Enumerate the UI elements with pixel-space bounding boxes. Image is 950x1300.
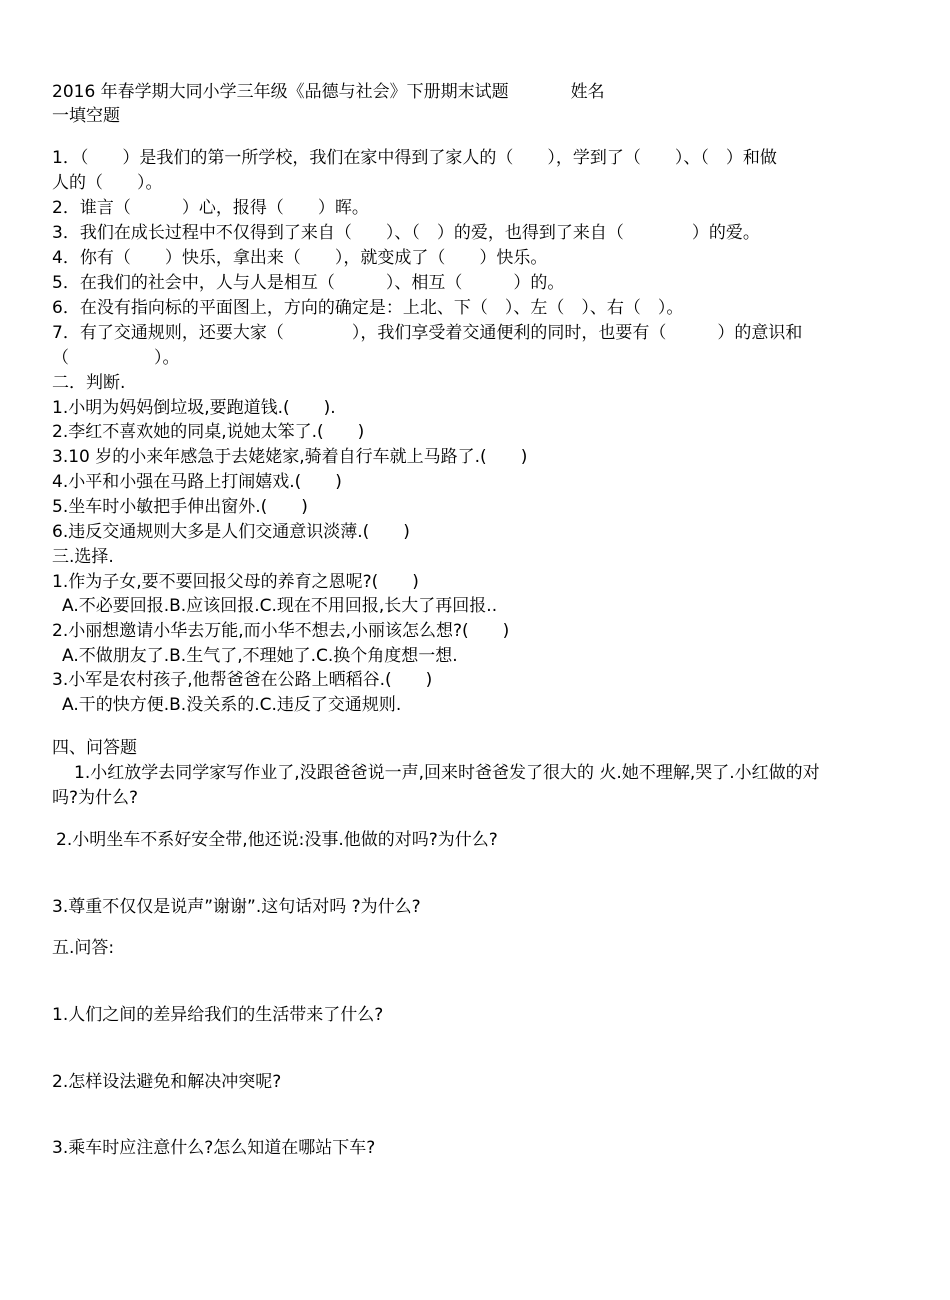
judge-item: 3.10 岁的小来年感急于去姥姥家,骑着自行车就上马路了.( )	[52, 447, 528, 467]
fill-q1-line1: 1．（ ）是我们的第一所学校，我们在家中得到了家人的（ ），学到了（ ）、（ ）和做	[52, 148, 777, 168]
fill-q5: 5．在我们的社会中，人与人是相互（ ）、相互（ ）的。	[52, 273, 565, 293]
judge-item: 1.小明为妈妈倒垃圾,要跑道钱.( ).	[52, 398, 336, 418]
answer-q3: 3.乘车时应注意什么?怎么知道在哪站下车?	[52, 1138, 376, 1158]
fill-q2: 2．谁言（ ）心，报得（ ）晖。	[52, 198, 369, 218]
section2-heading: 二．判断.	[52, 373, 126, 393]
fill-q3: 3．我们在成长过程中不仅得到了来自（ ）、（ ）的爱，也得到了来自（ ）的爱。	[52, 223, 760, 243]
name-label: 姓名	[570, 82, 605, 102]
judge-item: 4.小平和小强在马路上打闹嬉戏.( )	[52, 472, 342, 492]
exam-title-line	[52, 80, 902, 105]
qa-q2: 2.小明坐车不系好安全带,他还说:没事.他做的对吗?为什么?	[56, 830, 498, 850]
choice-q3-options: A.干的快方便.B.没关系的.C.违反了交通规则.	[62, 695, 402, 715]
section4-heading: 四、问答题	[52, 738, 137, 758]
fill-q7-line1: 7．有了交通规则，还要大家（ ），我们享受着交通便利的同时，也要有（ ）的意识和	[52, 323, 803, 343]
judge-item: 5.坐车时小敏把手伸出窗外.( )	[52, 497, 308, 517]
choice-q2-options: A.不做朋友了.B.生气了,不理她了.C.换个角度想一想.	[62, 646, 458, 666]
qa-q1-line1: 1.小红放学去同学家写作业了,没跟爸爸说一声,回来时爸爸发了很大的 火.她不理解,哭了.小红做的对	[74, 763, 820, 783]
answer-q2: 2.怎样设法避免和解决冲突呢?	[52, 1072, 282, 1092]
qa-q1-line2: 吗?为什么?	[52, 788, 139, 808]
section5-heading: 五.问答:	[52, 938, 115, 958]
exam-title: 2016 年春学期大同小学三年级《品德与社会》下册期末试题	[52, 82, 509, 102]
fill-q1-line2: 人的（ ）。	[52, 173, 163, 193]
section1-heading: 一填空题	[52, 106, 120, 126]
judge-item: 2.李红不喜欢她的同桌,说她太笨了.( )	[52, 422, 365, 442]
choice-q3: 3.小军是农村孩子,他帮爸爸在公路上晒稻谷.( )	[52, 670, 433, 690]
fill-q7-line2: （ ）。	[52, 348, 180, 368]
fill-q6: 6．在没有指向标的平面图上，方向的确定是：上北、下（ ）、左（ ）、右（ ）。	[52, 298, 684, 318]
section3-heading: 三.选择.	[52, 547, 114, 567]
qa-q3: 3.尊重不仅仅是说声”谢谢”.这句话对吗 ?为什么?	[52, 897, 421, 917]
judge-item: 6.违反交通规则大多是人们交通意识淡薄.( )	[52, 522, 410, 542]
answer-q1: 1.人们之间的差异给我们的生活带来了什么?	[52, 1005, 384, 1025]
choice-q2: 2.小丽想邀请小华去万能,而小华不想去,小丽该怎么想?( )	[52, 621, 510, 641]
choice-q1: 1.作为子女,要不要回报父母的养育之恩呢?( )	[52, 572, 419, 592]
fill-q4: 4．你有（ ）快乐，拿出来（ ），就变成了（ ）快乐。	[52, 248, 548, 268]
choice-q1-options: A.不必要回报.B.应该回报.C.现在不用回报,长大了再回报..	[62, 596, 498, 616]
